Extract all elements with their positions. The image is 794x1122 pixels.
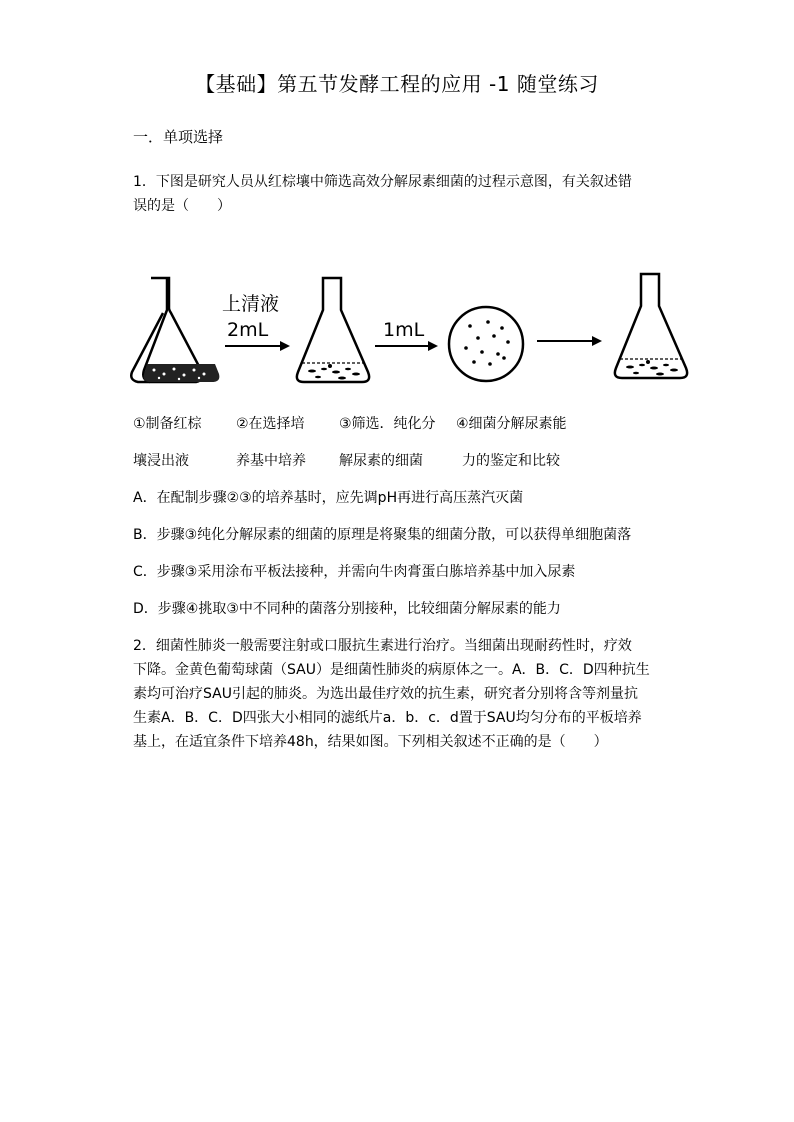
question-2-line: 基上，在适宜条件下培养48h，结果如图。下列相关叙述不正确的是（ ） xyxy=(133,734,608,750)
caption-step-1-line-2: 壤浸出液 xyxy=(133,453,189,469)
question-1-stem xyxy=(133,170,663,218)
experiment-diagram xyxy=(130,268,690,398)
section-heading: 一．单项选择 xyxy=(133,128,224,146)
question-2-line: 素均可治疗SAU引起的肺炎。为选出最佳疗效的抗生素，研究者分别将含等剂量抗 xyxy=(133,686,638,702)
arrow-1-label-bottom: 2mL xyxy=(227,319,269,341)
caption-step-2-line-2: 养基中培养 xyxy=(236,453,306,469)
flask-3-icon xyxy=(615,274,687,378)
page-title: 【基础】第五节发酵工程的应用 -1 随堂练习 xyxy=(195,72,599,96)
arrow-2-icon xyxy=(375,341,438,351)
option-d: D．步骤④挑取③中不同种的菌落分别接种，比较细菌分解尿素的能力 xyxy=(133,601,561,617)
question-2-stem xyxy=(133,634,663,754)
caption-step-4-line-2: 力的鉴定和比较 xyxy=(462,453,560,469)
option-a: A．在配制步骤②③的培养基时，应先调pH再进行高压蒸汽灭菌 xyxy=(133,490,524,506)
option-c: C．步骤③采用涂布平板法接种，并需向牛肉膏蛋白胨培养基中加入尿素 xyxy=(133,564,576,580)
question-2-line: 生素A．B．C．D四张大小相同的滤纸片a．b．c．d置于SAU均匀分布的平板培养 xyxy=(133,710,642,726)
arrow-1-icon xyxy=(225,341,290,351)
caption-step-3-line-2: 解尿素的细菌 xyxy=(339,453,423,469)
flask-1-icon xyxy=(131,278,219,382)
question-2-line: 下降。金黄色葡萄球菌（SAU）是细菌性肺炎的病原体之一。A．B．C．D四种抗生 xyxy=(133,662,650,678)
caption-step-1-line-1: ①制备红棕 xyxy=(133,416,202,432)
arrow-2-label: 1mL xyxy=(383,319,425,341)
caption-step-2-line-1: ②在选择培 xyxy=(236,416,305,432)
petri-dish-icon xyxy=(449,307,523,381)
flask-2-icon xyxy=(297,278,369,382)
question-2-line: 2．细菌性肺炎一般需要注射或口服抗生素进行治疗。当细菌出现耐药性时，疗效 xyxy=(133,638,632,654)
question-1-line: 误的是（ ） xyxy=(133,198,231,214)
question-1-line: 1．下图是研究人员从红棕壤中筛选高效分解尿素细菌的过程示意图，有关叙述错 xyxy=(133,174,632,190)
arrow-1-label-top: 上清液 xyxy=(222,293,280,315)
caption-step-4-line-1: ④细菌分解尿素能 xyxy=(456,416,567,432)
option-b: B．步骤③纯化分解尿素的细菌的原理是将聚集的细菌分散，可以获得单细胞菌落 xyxy=(133,527,632,543)
caption-step-3-line-1: ③筛选．纯化分 xyxy=(339,416,436,432)
arrow-3-icon xyxy=(537,336,602,346)
